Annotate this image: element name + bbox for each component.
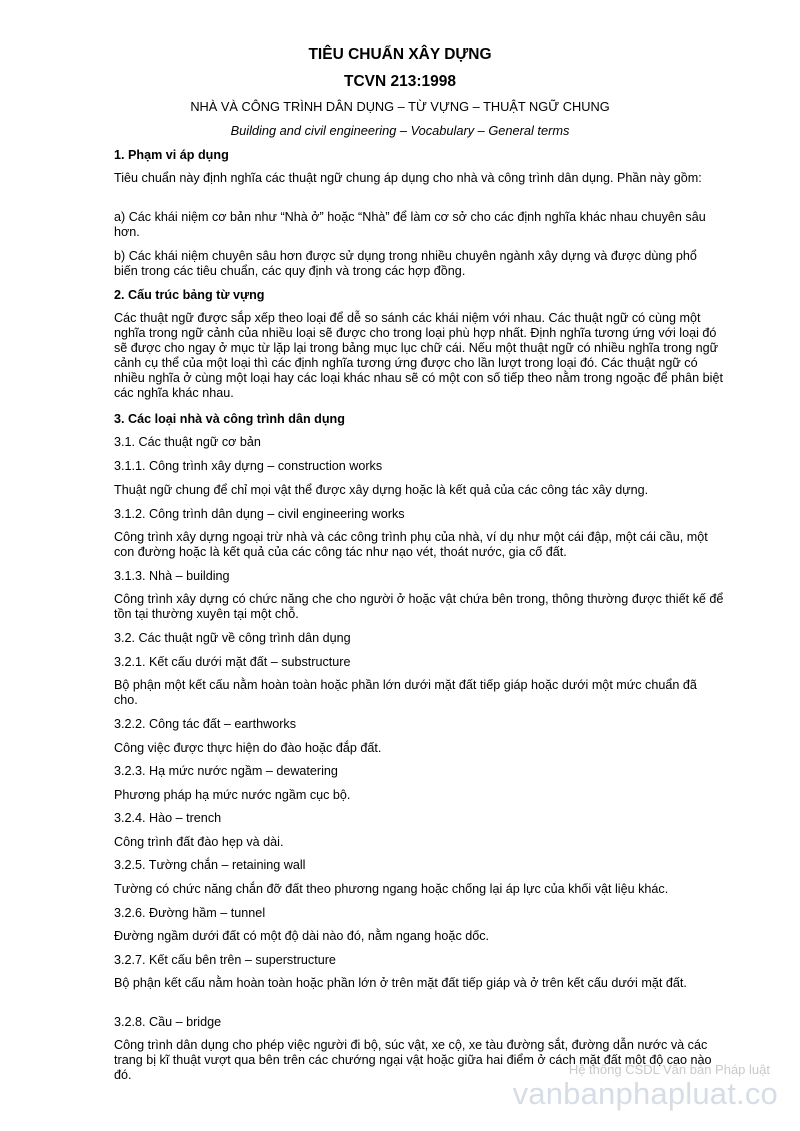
term-definition: Tường có chức năng chắn đỡ đất theo phương ngang hoặc chống lại áp lực của khối vật liệu khác. — [114, 882, 669, 896]
subsection-heading: 3.2. Các thuật ngữ về công trình dân dụng — [114, 631, 351, 645]
paragraph: Các thuật ngữ được sắp xếp theo loại để dễ so sánh các khái niệm với nhau. Các thuật ngữ có cùng một nghĩa trong ngữ cảnh của nhiều loại sẽ được cho trong loại phù hợp nhất. Định nghĩa tương ứng với loại đó sẽ được cho ngay ở mục từ lặp lại trong bảng mục lục chữ cái. Nếu một thuật ngữ có nhiều nghĩa trong ngữ cảnh cụ thể của một loại thì các định nghĩa tương ứng được cho lần lượt trong loại đó. Các thuật ngữ có nhiều nghĩa ở cùng một loại hay các loại khác nhau sẽ có một con số tiếp theo nằm trong ngoặc để phân biệt các nghĩa khác nhau. — [114, 311, 723, 400]
term-heading: 3.2.4. Hào – trench — [114, 811, 222, 825]
subtitle-english: Building and civil engineering – Vocabulary – General terms — [230, 123, 570, 138]
term-heading: 3.2.8. Cầu – bridge — [114, 1015, 222, 1029]
term-definition: Công trình đất đào hẹp và dài. — [114, 835, 284, 849]
watermark-site: vanbanphapluat.co — [512, 1076, 778, 1111]
term-heading: 3.1.2. Công trình dân dụng – civil engineering works — [114, 507, 405, 521]
term-definition: Công việc được thực hiện do đào hoặc đắp đất. — [114, 741, 382, 755]
term-definition: Công trình xây dựng ngoại trừ nhà và các công trình phụ của nhà, ví dụ như một cái đập, một cái cầu, một con đường hoặc là kết quả của các công tác như nạo vét, thoát nước, gia cố đất. — [114, 530, 708, 559]
term-heading: 3.1.1. Công trình xây dựng – construction works — [114, 459, 383, 473]
section-heading: 3. Các loại nhà và công trình dân dụng — [114, 412, 345, 426]
document-title: TIÊU CHUẨN XÂY DỰNG — [308, 46, 492, 63]
subsection-heading: 3.1. Các thuật ngữ cơ bản — [114, 435, 261, 449]
term-heading: 3.1.3. Nhà – building — [114, 569, 230, 583]
term-heading: 3.2.2. Công tác đất – earthworks — [114, 717, 297, 731]
term-definition: Bộ phận kết cấu nằm hoàn toàn hoặc phần lớn ở trên mặt đất tiếp giáp và ở trên kết cấu dưới mặt đất. — [114, 976, 687, 990]
term-heading: 3.2.5. Tường chắn – retaining wall — [114, 858, 306, 872]
paragraph: Tiêu chuẩn này định nghĩa các thuật ngữ chung áp dụng cho nhà và công trình dân dụng. Phần này gồm: — [114, 171, 702, 185]
section-heading: 2. Cấu trúc bảng từ vựng — [114, 288, 265, 302]
section-heading: 1. Phạm vi áp dụng — [114, 148, 229, 162]
subtitle-vietnamese: NHÀ VÀ CÔNG TRÌNH DÂN DỤNG – TỪ VỰNG – THUẬT NGỮ CHUNG — [190, 99, 610, 114]
term-heading: 3.2.6. Đường hầm – tunnel — [114, 906, 266, 920]
term-definition: Bộ phận một kết cấu nằm hoàn toàn hoặc phần lớn dưới mặt đất tiếp giáp hoặc dưới một mức chuẩn đã cho. — [114, 678, 697, 707]
term-definition: Đường ngầm dưới đất có một độ dài nào đó, nằm ngang hoặc dốc. — [114, 929, 490, 943]
term-definition: Phương pháp hạ mức nước ngầm cục bộ. — [114, 788, 351, 802]
list-item: b) Các khái niệm chuyên sâu hơn được sử dụng trong nhiều chuyên ngành xây dựng và được dùng phổ biến trong các tiêu chuẩn, các quy định và trong các hợp đồng. — [114, 249, 697, 278]
term-definition: Thuật ngữ chung để chỉ mọi vật thể được xây dựng hoặc là kết quả của các công tác xây dựng. — [114, 483, 649, 497]
term-definition: Công trình dân dụng cho phép việc người đi bộ, súc vật, xe cộ, xe tàu đường sắt, đường dẫn nước và các trang bị kĩ thuật vượt qua bên trên các chướng ngại vật hoặc giữa hai điểm ở cách mặt đất một độ cao nào đó. — [114, 1038, 712, 1082]
term-heading: 3.2.1. Kết cấu dưới mặt đất – substructure — [114, 655, 351, 669]
watermark-caption: Hệ thống CSDL Văn bản Pháp luật — [568, 1062, 770, 1077]
standard-code: TCVN 213:1998 — [343, 73, 456, 90]
term-definition: Công trình xây dựng có chức năng che cho người ở hoặc vật chứa bên trong, thông thường được thiết kế để tồn tại thường xuyên tại một chỗ. — [114, 592, 724, 621]
term-heading: 3.2.3. Hạ mức nước ngầm – dewatering — [114, 764, 338, 778]
term-heading: 3.2.7. Kết cấu bên trên – superstructure — [114, 953, 336, 967]
list-item: a) Các khái niệm cơ bản như “Nhà ở” hoặc “Nhà” để làm cơ sở cho các định nghĩa khác nhau chuyên sâu hơn. — [114, 210, 706, 239]
